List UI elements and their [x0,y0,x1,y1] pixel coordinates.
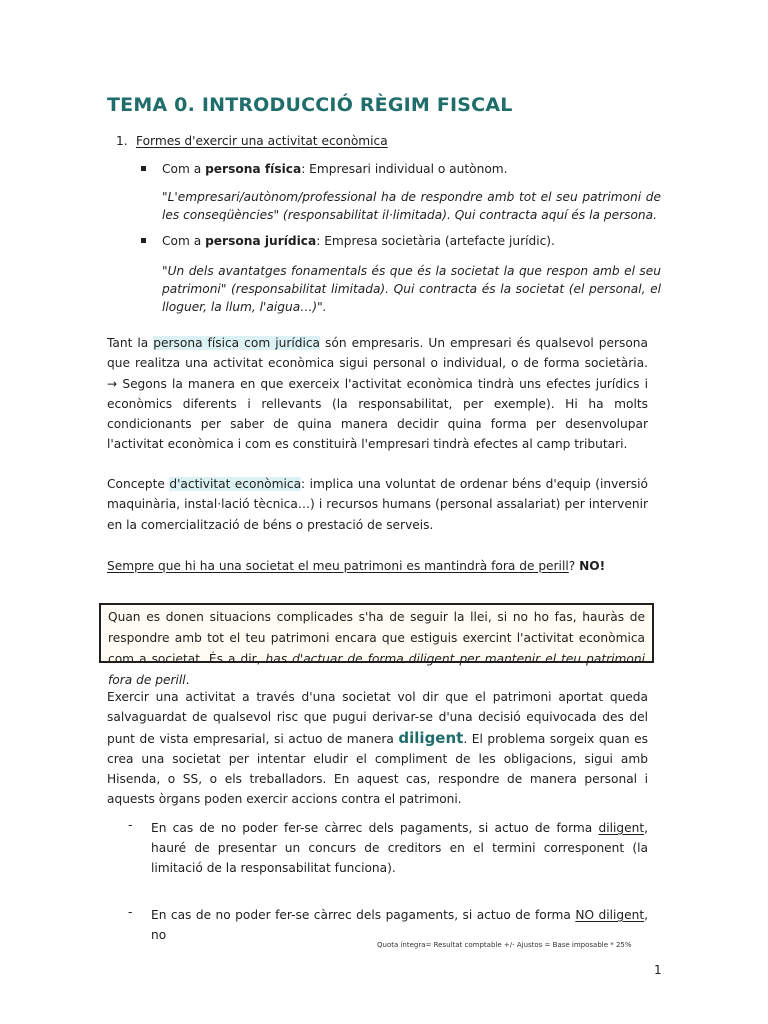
bullet-description: : Empresari individual o autònom. [301,162,508,176]
question-answer: NO! [579,559,606,573]
paragraph-text: Exercir una activitat a través d'una societat vol dir que el patrimoni aportat queda salvaguardat de qualsevol risc que pugui derivar-se d'una decisió equivocada des del punt de vista empresarial, si actuo de manera [107,690,648,746]
bullet-prefix: Com a [162,234,206,248]
dash-underlined: diligent [598,821,645,835]
page-title: TEMA 0. INTRODUCCIÓ RÈGIM FISCAL [107,94,513,116]
paragraph-text: . El problema sorgeix quan es crea una societat per intentar eludir el compliment de les obligacions, sigui amb Hisenda, o SS, o els treballadors. En aquest cas, respondre de manera personal i aquests òrgans poden exercir accions contra el patrimoni. [107,731,648,807]
dash-text: , no [151,908,648,942]
bullet-description: : Empresa societària (artefacte jurídic). [316,234,555,248]
paragraph-text: Concepte [107,477,170,491]
highlighted-term: persona física com jurídica [153,336,321,350]
dash-text: En cas de no poder fer-se càrrec dels pagaments, si actuo de forma [151,821,599,835]
item-heading: Formes d'exercir una activitat econòmica [136,134,388,148]
bullet-square-icon [141,166,146,171]
bullet-prefix: Com a [162,162,206,176]
item-number: 1. [116,134,128,148]
dash-marker: - [128,818,133,832]
bullet-term: persona física [205,162,302,176]
callout-end: . [185,673,190,687]
paragraph-societat [107,687,648,810]
numbered-item-1 [116,134,388,148]
question-mark: ? [568,559,580,573]
page-number: 1 [654,963,662,977]
callout-italic: has d'actuar de forma diligent per mantenir el teu patrimoni fora de perill [108,652,645,687]
quote-persona-fisica: "L'empresari/autònom/professional ha de respondre amb tot el seu patrimoni de les conseqüències" (responsabilitat il·limitada). Qui contracta aquí és la persona. [162,190,661,222]
highlighted-term: d'activitat econòmica [169,477,302,491]
dash-underlined: NO diligent [575,908,645,922]
quote-persona-juridica: "Un dels avantatges fonamentals és que és la societat la que respon amb el seu patrimoni" (responsabilitat limitada). Qui contracta és la societat (el personal, el lloguer, la llum, l'aigua…)". [162,264,661,314]
callout-box [99,603,654,687]
bullet-square-icon [141,238,146,243]
emphasized-term: diligent [398,728,464,747]
paragraph-activitat-economica [107,474,648,535]
footer-note: Quota íntegra= Resultat comptable +/- Ajustos = Base imposable * 25% [377,941,632,949]
paragraph-text: : implica una voluntat de ordenar béns d'equip (inversió maquinària, instal·lació tècnica…) i recursos humans (personal assalariat) per intervenir en la comercialització de béns o prestació de serveis. [107,477,648,532]
dash-item-no-diligent [151,905,648,945]
dash-text: , hauré de presentar un concurs de creditors en el termini corresponent (la limitació de la responsabilitat funciona). [151,821,648,875]
paragraph-empresaris [107,333,648,455]
dash-marker: - [128,905,133,919]
question-text: Sempre que hi ha una societat el meu patrimoni es mantindrà fora de perill [107,559,569,573]
bullet-term: persona jurídica [205,234,317,248]
dash-item-diligent [151,818,648,878]
question-line [107,559,605,573]
callout-text: Quan es donen situacions complicades s'ha de seguir la llei, si no ho fas, hauràs de respondre amb tot el teu patrimoni encara que estiguis exercint l'activitat econòmica com a societat. És a dir, [108,610,645,666]
bullet-persona-fisica [141,162,508,176]
paragraph-text: Tant la [107,336,154,350]
bullet-persona-juridica [141,234,555,248]
paragraph-text: són empresaris. Un empresari és qualsevol persona que realitza una activitat econòmica sigui personal o individual, o de forma societària. → Segons la manera en que exerceix l'activitat econòmica tindrà uns efectes jurídics i econòmics diferents i rellevants (la responsabilitat, per exemple). Hi ha molts condicionants per saber de quina manera decidir quina forma per desenvolupar l'activitat econòmica i com es constituirà l'empresari tindrà efectes al camp tributari. [107,336,648,452]
dash-text: En cas de no poder fer-se càrrec dels pagaments, si actuo de forma [151,908,576,922]
